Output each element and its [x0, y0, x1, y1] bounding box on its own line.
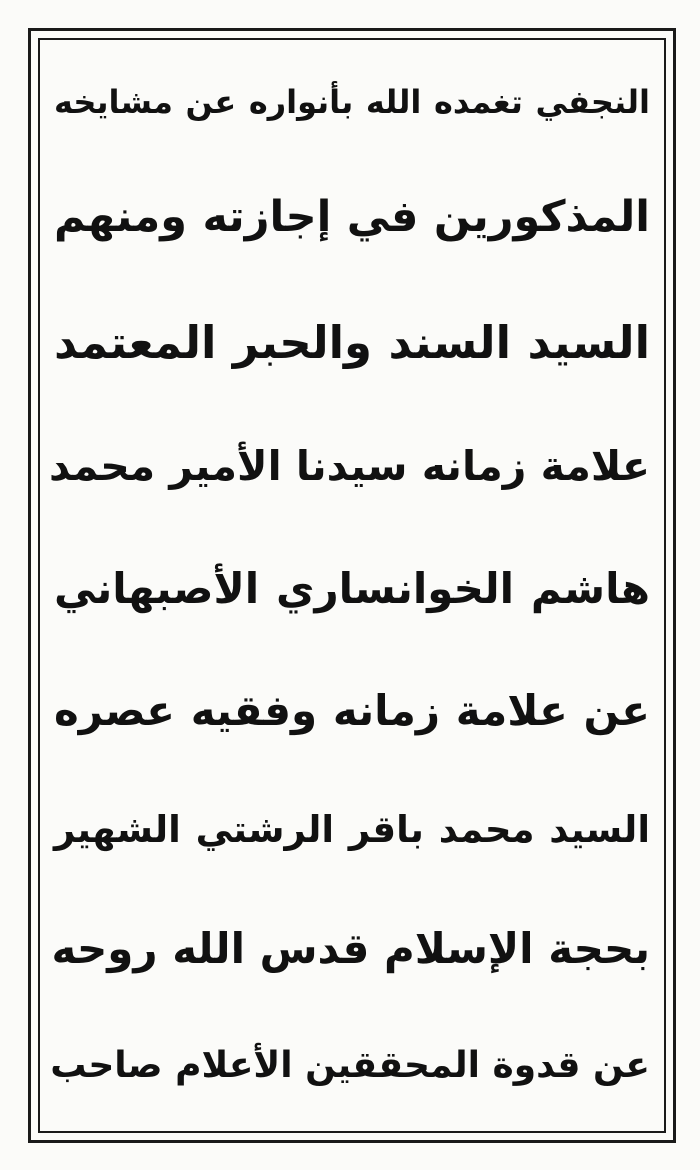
text-line-4: علامة زمانه سيدنا الأمير محمد [49, 442, 650, 491]
text-line-5: هاشم الخوانساري الأصبهاني [54, 563, 650, 613]
text-line-8: بحجة الإسلام قدس الله روحه [51, 923, 650, 973]
arabic-text-block [48, 48, 656, 1123]
text-line-3: السيد السند والحبر المعتمد [54, 316, 650, 370]
text-line-7: السيد محمد باقر الرشتي الشهير [54, 807, 650, 851]
text-line-9: عن قدوة المحققين الأعلام صاحب [50, 1045, 650, 1087]
text-line-2: المذكورين في إجازته ومنهم [54, 192, 650, 243]
text-line-1: النجفي تغمده الله بأنواره عن مشايخه [54, 82, 650, 121]
text-line-6: عن علامة زمانه وفقيه عصره [54, 686, 650, 736]
